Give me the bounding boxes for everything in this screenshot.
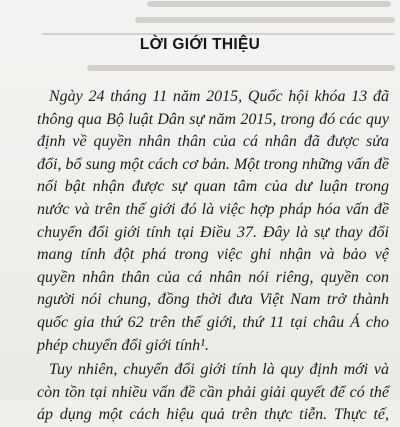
text-line: phép chuyển đổi giới tính¹. xyxy=(37,336,209,354)
text-line: chuyển đổi giới tính tại Điều 37. Đây là sự thay đổi xyxy=(37,223,389,241)
text-line: quốc gia thứ 62 trên thế giới, thứ 11 tại châu Á cho xyxy=(37,313,389,331)
text-line: Tuy nhiên, chuyển đổi giới tính là quy định mới và xyxy=(49,361,389,379)
text-line: người nói chung, đồng thời đưa Việt Nam trở thành xyxy=(37,291,389,309)
text-line: còn tồn tại nhiều vấn đề cần phải giải quyết để có thể xyxy=(37,383,389,401)
page-heading: LỜI GIỚI THIỆU xyxy=(0,35,400,55)
text-line: nổi bật nhận được sự quan tâm của dư luận trong xyxy=(37,178,389,196)
text-line: thông qua Bộ luật Dân sự năm 2015, trong đó các quy xyxy=(37,110,389,128)
text-line: định về quyền nhân thân của cá nhân đã được sửa xyxy=(37,133,389,151)
intro-text xyxy=(37,86,389,427)
text-line: quyền nhân thân của cá nhân nói riêng, quyền con xyxy=(37,268,389,286)
text-line: áp dụng một cách hiệu quả trên thực tiễn. Thực tế, xyxy=(37,406,389,424)
text-line: đổi, bổ sung một cách cơ bản. Một trong những vấn đề xyxy=(37,155,389,173)
text-line: mang tính đột phá trong việc ghi nhận và bảo vệ xyxy=(37,246,389,264)
text-line: Ngày 24 tháng 11 năm 2015, Quốc hội khóa 13 đã xyxy=(49,88,389,105)
text-line: nước và trên thế giới đó là việc hợp pháp hóa vấn đề xyxy=(37,200,389,218)
paragraph-1 xyxy=(37,86,389,357)
paragraph-2 xyxy=(37,359,389,427)
